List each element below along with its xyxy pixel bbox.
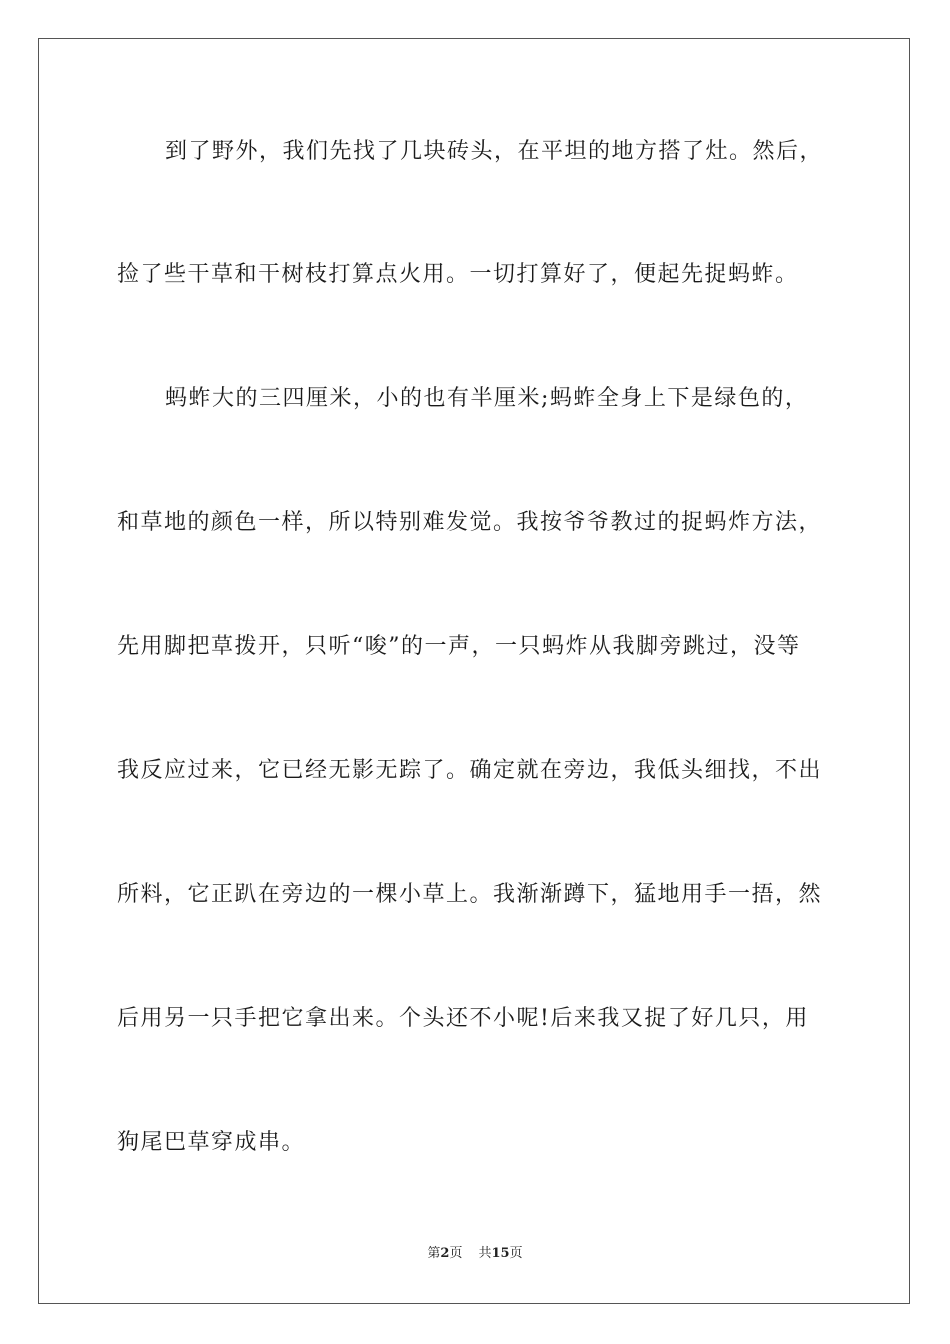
paragraph-2-line-7: 狗尾巴草穿成串。	[117, 1130, 306, 1155]
paragraph-2-line-5: 所料，它正趴在旁边的一棵小草上。我渐渐蹲下，猛地用手一捂，然	[117, 882, 823, 907]
total-page-count: 15	[491, 1246, 510, 1261]
paragraph-2-line-1: 蚂蚱大的三四厘米，小的也有半厘米;蚂蚱全身上下是绿色的，	[165, 386, 809, 411]
paragraph-2-line-3: 先用脚把草拨开，只听“唆”的一声，一只蚂炸从我脚旁跳过，没等	[117, 634, 801, 659]
paragraph-2-line-4: 我反应过来，它已经无影无踪了。确定就在旁边，我低头细找，不出	[117, 758, 823, 783]
paragraph-2-line-2: 和草地的颜色一样，所以特别难发觉。我按爷爷教过的捉蚂炸方法，	[117, 510, 823, 535]
paragraph-1-line-2: 捡了些干草和干树枝打算点火用。一切打算好了，便起先捉蚂蚱。	[117, 262, 799, 287]
total-label-prefix: 共	[478, 1246, 492, 1261]
current-page-number: 2	[440, 1246, 450, 1261]
page-label-suffix: 页	[449, 1246, 463, 1261]
paragraph-2-line-6: 后用另一只手把它拿出来。个头还不小呢!后来我又捉了好几只，用	[117, 1006, 809, 1031]
total-label-suffix: 页	[509, 1246, 523, 1261]
page-frame	[38, 38, 910, 1304]
page-footer	[0, 1245, 950, 1263]
paragraph-1-line-1: 到了野外，我们先找了几块砖头，在平坦的地方搭了灶。然后，	[165, 139, 824, 164]
page-label-prefix: 第	[427, 1246, 441, 1261]
